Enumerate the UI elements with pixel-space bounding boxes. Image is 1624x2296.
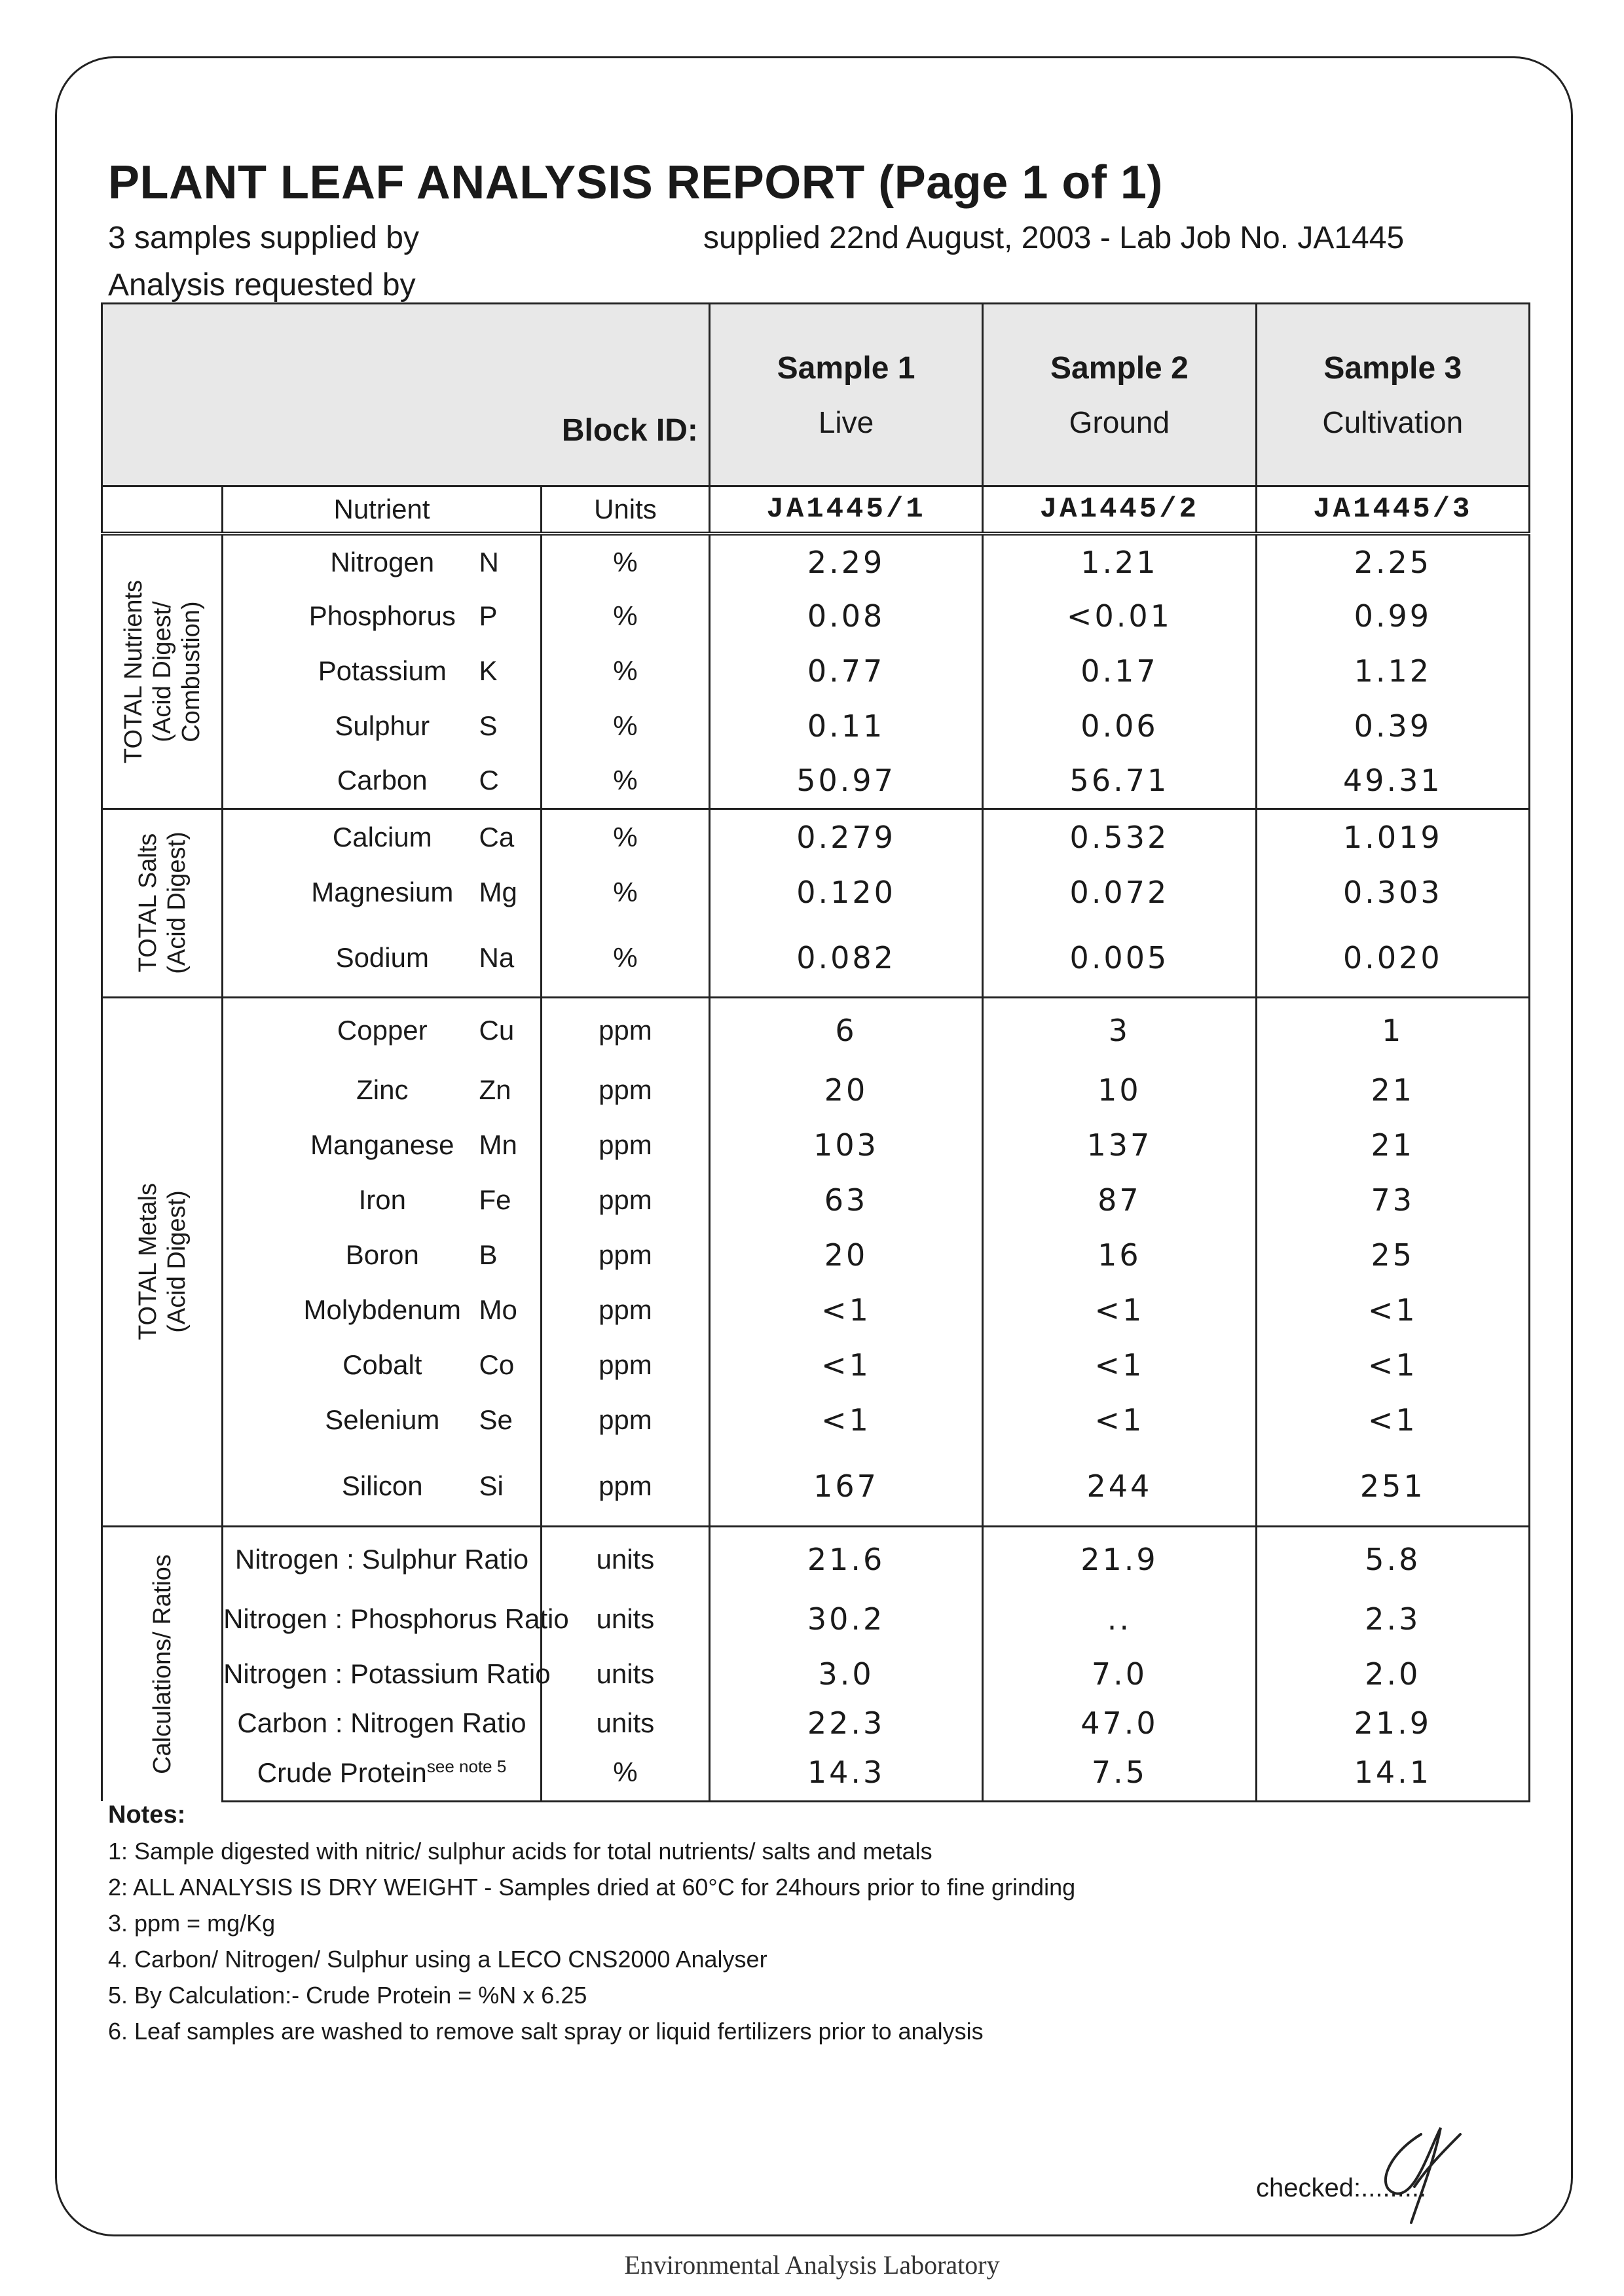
sample-3-value: 1.019 <box>1256 809 1529 865</box>
sample-1-value: 6 <box>709 997 982 1063</box>
table-row <box>102 1063 1530 1118</box>
nutrient-symbol-text: Mo <box>479 1294 517 1325</box>
group-label-text <box>148 1554 177 1774</box>
sample-2-value: 87 <box>983 1173 1256 1228</box>
sample-2-value: 0.17 <box>983 644 1256 699</box>
group-label-line: TOTAL Nutrients <box>119 579 147 763</box>
units-cell: ppm <box>541 1228 709 1283</box>
job-number-1: JA1445/1 <box>709 486 982 534</box>
sample-3-value: 0.99 <box>1256 589 1529 644</box>
sample-3-value: 2.0 <box>1256 1647 1529 1702</box>
sample-2-value: 244 <box>983 1448 1256 1526</box>
note-item: 4. Carbon/ Nitrogen/ Sulphur using a LECO CNS2000 Analyser <box>108 1946 767 1973</box>
units-cell: % <box>541 534 709 589</box>
ratio-name <box>223 1702 542 1745</box>
table-row <box>102 1393 1530 1448</box>
note-item: 5. By Calculation:- Crude Protein = %N x 6.25 <box>108 1982 587 2009</box>
sample-1-value: 0.279 <box>709 809 982 865</box>
sample-3-value: 1.12 <box>1256 644 1529 699</box>
checked-label: checked:......... <box>1256 2174 1427 2202</box>
ratio-name-text: Nitrogen : Sulphur Ratio <box>234 1543 529 1575</box>
nutrient-symbol-text: Cu <box>479 1014 515 1046</box>
group-label <box>102 1526 223 1801</box>
signature-icon <box>1349 2115 1480 2226</box>
group-label-line: TOTAL Salts <box>134 833 162 973</box>
nutrient-symbol-text: Ca <box>479 821 515 852</box>
nutrient-name: Zinc <box>223 1063 542 1118</box>
group-label <box>102 809 223 997</box>
units-cell: units <box>541 1647 709 1702</box>
group-label-line: Combustion) <box>177 601 205 742</box>
ratio-name <box>223 1647 551 1702</box>
sample-1-value: 14.3 <box>709 1745 982 1801</box>
units-column-header: Units <box>541 486 709 534</box>
units-cell: % <box>541 699 709 754</box>
ratio-name <box>223 1526 542 1592</box>
sample-1-value: 0.77 <box>709 644 982 699</box>
nutrient-name: Iron <box>223 1173 542 1228</box>
units-cell: ppm <box>541 1118 709 1173</box>
nutrient-name: Sulphur <box>223 699 542 754</box>
group-label-line: TOTAL Metals <box>134 1182 162 1341</box>
nutrient-symbol-text: Zn <box>479 1074 511 1105</box>
units-cell: ppm <box>541 997 709 1063</box>
units-cell: % <box>541 920 709 997</box>
sample-2-header <box>983 304 1256 486</box>
sample-3-value: 21 <box>1256 1063 1529 1118</box>
notes <box>108 1797 1075 2049</box>
group-label-line: Calculations/ Ratios <box>148 1554 176 1774</box>
nutrient-name: Carbon <box>223 754 542 809</box>
nutrient-symbol-text: C <box>479 765 499 796</box>
table-row <box>102 644 1530 699</box>
nutrient-symbol-text: Co <box>479 1349 515 1380</box>
sample-2-value: 0.532 <box>983 809 1256 865</box>
sample-3-value: 0.39 <box>1256 699 1529 754</box>
units-cell: % <box>541 754 709 809</box>
sample-name: Sample 1 <box>777 350 915 386</box>
nutrient-symbol-text: N <box>479 546 499 577</box>
units-cell: units <box>541 1526 709 1592</box>
table-row <box>102 1647 1530 1702</box>
ratio-name <box>223 1745 542 1801</box>
group-label <box>102 997 223 1526</box>
nutrient-symbol-text: K <box>479 655 498 686</box>
footnote-reference: see note 5 <box>426 1756 507 1776</box>
sample-2-value: 56.71 <box>983 754 1256 809</box>
units-cell: ppm <box>541 1283 709 1338</box>
table-row <box>102 809 1530 865</box>
sample-2-value: 21.9 <box>983 1526 1256 1592</box>
sample-1-value: 50.97 <box>709 754 982 809</box>
table-row <box>102 1592 1530 1647</box>
sample-2-value: 7.0 <box>983 1647 1256 1702</box>
sample-2-value: <1 <box>983 1393 1256 1448</box>
units-cell: ppm <box>541 1173 709 1228</box>
sample-3-value: 251 <box>1256 1448 1529 1526</box>
nutrient-name: Molybdenum <box>223 1283 542 1338</box>
sample-2-value: 7.5 <box>983 1745 1256 1801</box>
sample-1-value: 0.120 <box>709 865 982 920</box>
sample-2-value: 16 <box>983 1228 1256 1283</box>
sample-2-value: <0.01 <box>983 589 1256 644</box>
header-blank-cell <box>102 486 223 534</box>
sample-1-value: 0.08 <box>709 589 982 644</box>
sample-3-value: 25 <box>1256 1228 1529 1283</box>
nutrient-symbol-text: P <box>479 600 498 631</box>
units-cell: ppm <box>541 1393 709 1448</box>
nutrient-column-header: Nutrient <box>223 486 542 534</box>
analysis-requested-by: Analysis requested by <box>108 268 416 302</box>
note-item: 6. Leaf samples are washed to remove salt spray or liquid fertilizers prior to analysis <box>108 2018 984 2045</box>
nutrient-name: Copper <box>223 997 542 1063</box>
nutrient-symbol-text: Se <box>479 1404 513 1435</box>
sample-1-value: 167 <box>709 1448 982 1526</box>
nutrient-name: Selenium <box>223 1393 542 1448</box>
samples-supplied-by: 3 samples supplied by <box>108 221 419 255</box>
nutrient-name: Calcium <box>223 809 542 865</box>
sample-2-value: <1 <box>983 1283 1256 1338</box>
sample-1-value: 21.6 <box>709 1526 982 1592</box>
nutrient-name: Boron <box>223 1228 542 1283</box>
group-label-text <box>134 1183 191 1340</box>
table-row <box>102 1526 1530 1592</box>
ratio-name-text: Carbon : Nitrogen Ratio <box>237 1707 526 1738</box>
table-row <box>102 754 1530 809</box>
sample-3-value: 73 <box>1256 1173 1529 1228</box>
group-label <box>102 534 223 809</box>
table-row <box>102 589 1530 644</box>
nutrient-symbol-text: Na <box>479 942 515 974</box>
block-id-label: Block ID: <box>102 304 710 486</box>
nutrient-symbol-text: B <box>479 1239 498 1270</box>
supplied-info: supplied 22nd August, 2003 - Lab Job No. JA1445 <box>703 221 1405 255</box>
report-title: PLANT LEAF ANALYSIS REPORT (Page 1 of 1) <box>108 156 1163 209</box>
units-cell: ppm <box>541 1338 709 1393</box>
sample-3-value: <1 <box>1256 1338 1529 1393</box>
units-cell: % <box>541 809 709 865</box>
table-row <box>102 865 1530 920</box>
sample-3-value: 14.1 <box>1256 1745 1529 1801</box>
sample-1-value: 20 <box>709 1228 982 1283</box>
sample-2-value: 1.21 <box>983 534 1256 589</box>
sample-1-value: 103 <box>709 1118 982 1173</box>
table-row <box>102 1338 1530 1393</box>
notes-title: Notes: <box>108 1801 186 1829</box>
nutrient-symbol-text: Mg <box>479 877 517 907</box>
nutrient-name: Nitrogen <box>223 534 542 589</box>
sample-2-value: 137 <box>983 1118 1256 1173</box>
sample-1-value: 20 <box>709 1063 982 1118</box>
sample-2-value: 0.005 <box>983 920 1256 997</box>
units-cell: % <box>541 1745 709 1801</box>
sample-name: Sample 3 <box>1323 350 1462 386</box>
ratio-name-text: Crude Protein <box>257 1757 427 1788</box>
analysis-table <box>101 302 1530 1802</box>
sample-3-value: 0.020 <box>1256 920 1529 997</box>
table-row <box>102 1283 1530 1338</box>
sample-1-value: 0.11 <box>709 699 982 754</box>
note-item: 1: Sample digested with nitric/ sulphur acids for total nutrients/ salts and metals <box>108 1838 932 1865</box>
job-number-2: JA1445/2 <box>983 486 1256 534</box>
group-label-text <box>134 831 191 974</box>
table-row <box>102 1745 1530 1801</box>
table-row <box>102 997 1530 1063</box>
note-item: 3. ppm = mg/Kg <box>108 1910 276 1937</box>
sample-3-value: 49.31 <box>1256 754 1529 809</box>
nutrient-name: Phosphorus <box>223 589 542 644</box>
sample-1-value: 2.29 <box>709 534 982 589</box>
sample-3-header <box>1256 304 1529 486</box>
sample-2-value: 47.0 <box>983 1702 1256 1745</box>
sample-3-value: <1 <box>1256 1393 1529 1448</box>
sample-3-value: 5.8 <box>1256 1526 1529 1592</box>
sample-1-value: 63 <box>709 1173 982 1228</box>
sample-3-value: 2.3 <box>1256 1592 1529 1647</box>
nutrient-symbol-text: Mn <box>479 1129 517 1160</box>
group-label-line: (Acid Digest) <box>162 1190 191 1333</box>
sample-2-value: 0.06 <box>983 699 1256 754</box>
footer-lab-name: Environmental Analysis Laboratory <box>624 2250 1000 2280</box>
nutrient-name: Potassium <box>223 644 542 699</box>
sample-3-value: <1 <box>1256 1283 1529 1338</box>
nutrient-name: Sodium <box>223 920 542 997</box>
ratio-name-text: Nitrogen : Potassium Ratio <box>223 1658 551 1689</box>
table-row <box>102 1448 1530 1526</box>
units-cell: units <box>541 1592 709 1647</box>
nutrient-name: Silicon <box>223 1448 542 1526</box>
table-row <box>102 1702 1530 1745</box>
units-cell: units <box>541 1702 709 1745</box>
sample-name: Sample 2 <box>1050 350 1189 386</box>
units-cell: ppm <box>541 1063 709 1118</box>
sample-2-value: .. <box>983 1592 1256 1647</box>
sample-3-value: 0.303 <box>1256 865 1529 920</box>
data-rows <box>102 534 1530 1801</box>
table-row <box>102 1173 1530 1228</box>
sample-3-value: 2.25 <box>1256 534 1529 589</box>
sample-2-value: 3 <box>983 997 1256 1063</box>
ratio-name <box>223 1592 569 1647</box>
job-number-3: JA1445/3 <box>1256 486 1529 534</box>
sample-2-value: 10 <box>983 1063 1256 1118</box>
sample-1-value: <1 <box>709 1393 982 1448</box>
sample-2-value: <1 <box>983 1338 1256 1393</box>
sample-1-value: 0.082 <box>709 920 982 997</box>
group-label-line: (Acid Digest) <box>162 831 191 974</box>
nutrient-name: Magnesium <box>223 865 542 920</box>
nutrient-symbol-text: S <box>479 710 498 741</box>
table-row <box>102 1228 1530 1283</box>
ratio-name-text: Nitrogen : Phosphorus Ratio <box>223 1603 569 1634</box>
sample-3-value: 1 <box>1256 997 1529 1063</box>
units-cell: ppm <box>541 1448 709 1526</box>
table-row <box>102 920 1530 997</box>
sample-1-value: 3.0 <box>709 1647 982 1702</box>
sample-1-value: 22.3 <box>709 1702 982 1745</box>
sample-3-value: 21 <box>1256 1118 1529 1173</box>
sample-1-value: <1 <box>709 1338 982 1393</box>
table-row <box>102 699 1530 754</box>
group-label-text <box>119 580 206 763</box>
sample-block: Live <box>818 405 874 439</box>
sample-block: Ground <box>1069 405 1170 439</box>
sample-3-value: 21.9 <box>1256 1702 1529 1745</box>
sample-1-value: <1 <box>709 1283 982 1338</box>
nutrient-symbol-text: Fe <box>479 1184 511 1215</box>
sample-block: Cultivation <box>1322 405 1464 439</box>
sample-2-value: 0.072 <box>983 865 1256 920</box>
nutrient-symbol-text: Si <box>479 1470 504 1502</box>
units-cell: % <box>541 589 709 644</box>
note-item: 2: ALL ANALYSIS IS DRY WEIGHT - Samples dried at 60°C for 24hours prior to fine grinding <box>108 1874 1076 1901</box>
nutrient-name: Cobalt <box>223 1338 542 1393</box>
table-row <box>102 534 1530 589</box>
sample-1-header <box>709 304 982 486</box>
sample-1-value: 30.2 <box>709 1592 982 1647</box>
units-cell: % <box>541 644 709 699</box>
units-cell: % <box>541 865 709 920</box>
table-row <box>102 1118 1530 1173</box>
group-label-line: (Acid Digest/ <box>148 601 176 742</box>
nutrient-name: Manganese <box>223 1118 542 1173</box>
